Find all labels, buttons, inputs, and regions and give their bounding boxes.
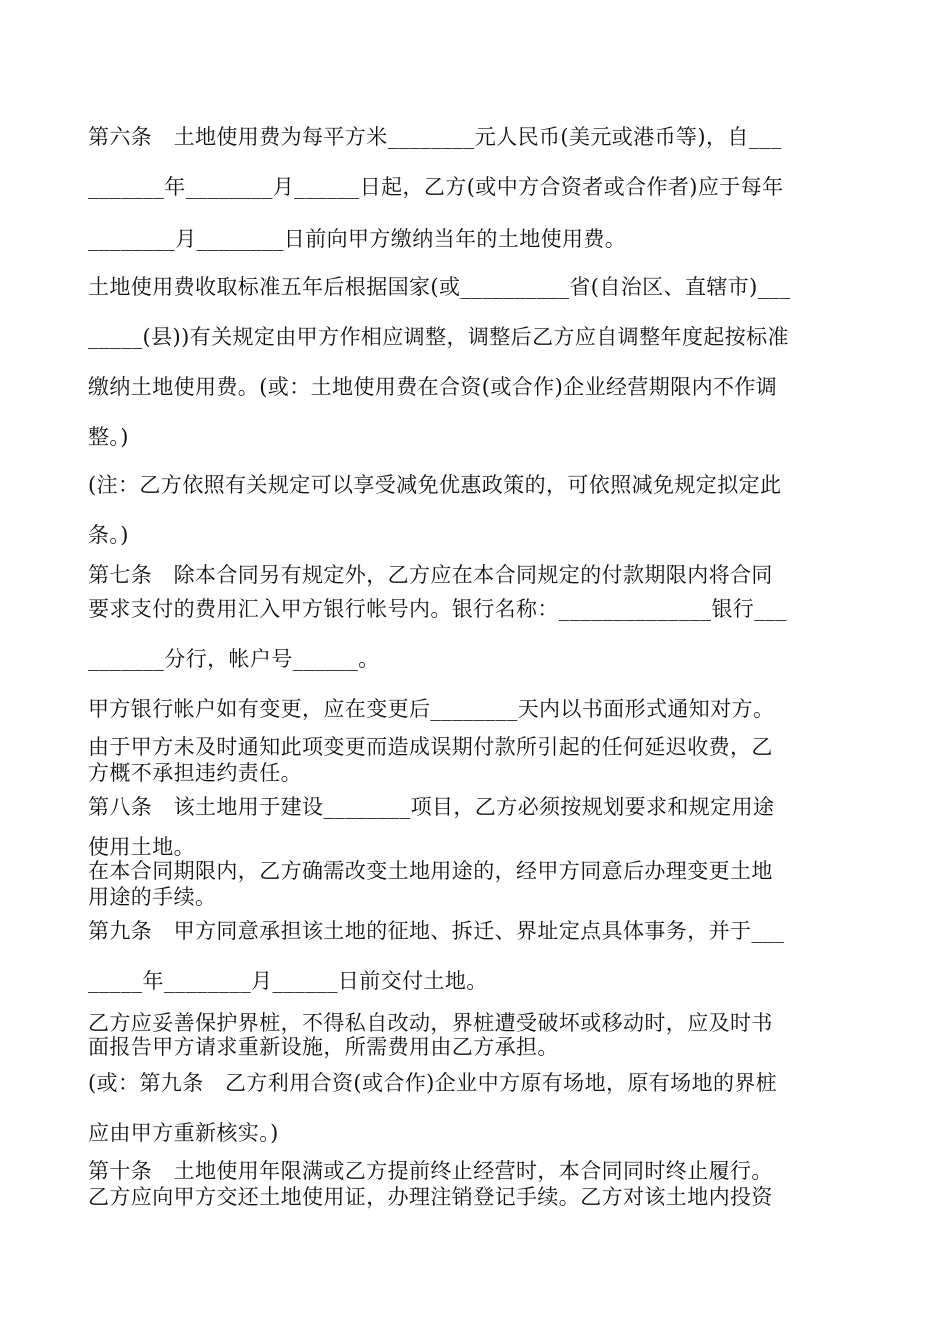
text-line: 乙方应向甲方交还土地使用证，办理注销登记手续。乙方对该土地内投资: [88, 1185, 773, 1209]
text-line: _______分行，帐户号______。: [88, 647, 380, 671]
text-line: _____年________月______日前交付土地。: [88, 969, 488, 993]
text-line: 方概不承担违约责任。: [88, 761, 302, 785]
text-line: 应由甲方重新核实。): [88, 1121, 279, 1145]
text-line: 用途的手续。: [88, 885, 217, 909]
text-line: 缴纳土地使用费。(或：土地使用费在合资(或合作)企业经营期限内不作调: [88, 375, 778, 399]
text-line: _____(县))有关规定由甲方作相应调整，调整后乙方应自调整年度起按标准: [88, 325, 789, 349]
text-line: 整。): [88, 425, 129, 449]
text-line: 条。): [88, 523, 129, 547]
text-line: 乙方应妥善保护界桩，不得私自改动，界桩遭受破坏或移动时，应及时书: [88, 1011, 773, 1035]
text-line: _______年________月______日起，乙方(或中方合资者或合作者)应于每年: [88, 175, 784, 199]
text-line: 第八条 该土地用于建设________项目，乙方必须按规划要求和规定用途: [88, 795, 775, 819]
text-line: 第七条 除本合同另有规定外，乙方应在本合同规定的付款期限内将合同: [88, 563, 773, 587]
text-line: (或：第九条 乙方利用合资(或合作)企业中方原有场地，原有场地的界桩: [88, 1071, 778, 1095]
text-line: (注：乙方依照有关规定可以享受减免优惠政策的，可依照减免规定拟定此: [88, 473, 782, 497]
text-line: 在本合同期限内，乙方确需改变土地用途的，经甲方同意后办理变更土地: [88, 859, 773, 883]
text-line: 第六条 土地使用费为每平方米________元人民币(美元或港币等)，自___: [88, 125, 782, 149]
text-line: 土地使用费收取标准五年后根据国家(或__________省(自治区、直辖市)___: [88, 275, 791, 299]
text-line: 甲方银行帐户如有变更，应在变更后________天内以书面形式通知对方。: [88, 697, 775, 721]
text-line: 由于甲方未及时通知此项变更而造成误期付款所引起的任何延迟收费，乙: [88, 735, 773, 759]
text-line: 要求支付的费用汇入甲方银行帐号内。银行名称：______________银行___: [88, 597, 787, 621]
text-line: 第九条 甲方同意承担该土地的征地、拆迁、界址定点具体事务，并于___: [88, 919, 785, 943]
text-line: 第十条 土地使用年限满或乙方提前终止经营时，本合同同时终止履行。: [88, 1159, 773, 1183]
text-line: 使用土地。: [88, 835, 195, 859]
text-line: ________月________日前向甲方缴纳当年的土地使用费。: [88, 227, 627, 251]
text-line: 面报告甲方请求重新设施，所需费用由乙方承担。: [88, 1035, 559, 1059]
